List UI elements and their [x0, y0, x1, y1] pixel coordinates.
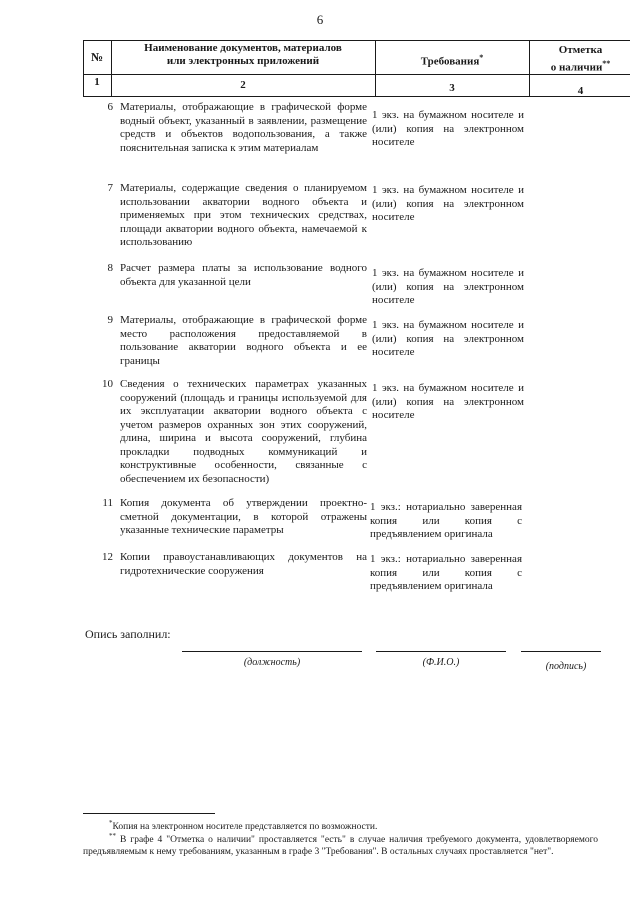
- table-header: [83, 40, 630, 97]
- col-divider-1: [111, 40, 112, 97]
- row-requirement: 1 экз.: нотариально заверенная копия или копия с предъявлением оригинала: [370, 553, 522, 592]
- row-requirement: 1 экз. на бумажном носителе и (или) копия на электронном носителе: [372, 382, 524, 421]
- footnote-marker-1: *: [479, 53, 484, 62]
- footnote-1-text: Копия на электронном носителе представляется по возможности.: [112, 822, 378, 833]
- row-document-name: Материалы, содержащие сведения о планируемом использовании акватории водного объекта и применяемых при этом технических средствах, площади акватории водного объекта, намечаемой к использованию: [120, 182, 367, 248]
- header-col-requirements: [377, 51, 527, 69]
- row-number: 7: [107, 182, 113, 194]
- row-number: 10: [102, 378, 113, 390]
- position-caption: (должность): [243, 657, 301, 668]
- col-number-1: 1: [94, 76, 100, 88]
- footnote-2: [83, 831, 598, 858]
- row-requirement: 1 экз. на бумажном носителе и (или) копия на электронном носителе: [372, 184, 524, 223]
- row-number: 11: [102, 497, 113, 509]
- header-col-number: №: [90, 50, 104, 64]
- col-number-2: 2: [240, 79, 246, 91]
- row-number: 9: [107, 314, 113, 326]
- row-number: 12: [102, 551, 113, 563]
- name-signature-line: [376, 651, 506, 652]
- row-document-name: Расчет размера платы за использование водного объекта для указанной цели: [120, 262, 367, 288]
- header-col-availability-line1: Отметка: [558, 44, 603, 56]
- footnote-separator: [83, 813, 215, 814]
- footnote-2-marker: **: [109, 832, 116, 840]
- row-requirement: 1 экз. на бумажном носителе и (или) копия на электронном носителе: [372, 319, 524, 358]
- sign-signature-line: [521, 651, 601, 652]
- header-col-name-line2: или электронных приложений: [166, 55, 320, 67]
- col-divider-2: [375, 40, 376, 97]
- sign-caption: (подпись): [545, 661, 587, 672]
- row-number: 8: [107, 262, 113, 274]
- footnote-2-text: В графе 4 "Отметка о наличии" проставляется "есть" в случае наличия требуемого документа, удовлетворяемого предъявляемым к нему требованиям, указанным в графе 3 "Требования". В остальных случаях проставляется "нет".: [83, 835, 599, 857]
- page-number: 6: [316, 12, 324, 27]
- col-number-4: 4: [577, 85, 584, 97]
- row-number: 6: [107, 101, 113, 113]
- col-number-3: 3: [449, 82, 455, 94]
- filled-by-label: Опись заполнил:: [85, 627, 171, 641]
- name-caption: (Ф.И.О.): [422, 657, 460, 668]
- row-document-name: Материалы, отображающие в графической форме водный объект, указанный в заявлении, размещение средств и объектов водопользования, а также пояснительная записка к этим материалам: [120, 101, 367, 154]
- header-col-availability: [531, 44, 630, 75]
- row-requirement: 1 экз.: нотариально заверенная копия или копия с предъявлением оригинала: [370, 501, 522, 540]
- row-document-name: Сведения о технических параметрах указанных сооружений (площадь и границы используемой для их эксплуатации акватории водного объекта с учетом размеров охранных зон этих сооружений, длина, ширина и высота сооружений, глубина прокладки подводных коммуникаций и конструктивные особенности, связанные с обеспечением их безопасности): [120, 378, 367, 485]
- header-col-requirements-label: Требования: [420, 55, 480, 68]
- header-top-rule: [83, 40, 630, 41]
- header-col-name-line1: Наименование документов, материалов: [144, 42, 342, 54]
- row-document-name: Копия документа об утверждении проектно-сметной документации, в которой отражены указанные технические параметры: [120, 497, 367, 536]
- header-col-name: [113, 42, 373, 68]
- row-document-name: Материалы, отображающие в графической форме место расположения предоставляемой в пользование акватории водного объекта и ее границы: [120, 314, 367, 367]
- header-col-availability-line2: о наличии: [550, 61, 603, 74]
- footnote-marker-2: **: [602, 59, 611, 68]
- row-document-name: Копии правоустанавливающих документов на гидротехнические сооружения: [120, 551, 367, 577]
- row-requirement: 1 экз. на бумажном носителе и (или) копия на электронном носителе: [372, 109, 524, 148]
- row-requirement: 1 экз. на бумажном носителе и (или) копия на электронном носителе: [372, 267, 524, 306]
- footnote-1-marker: *: [109, 819, 113, 827]
- position-signature-line: [182, 651, 362, 652]
- col-divider-3: [529, 40, 530, 97]
